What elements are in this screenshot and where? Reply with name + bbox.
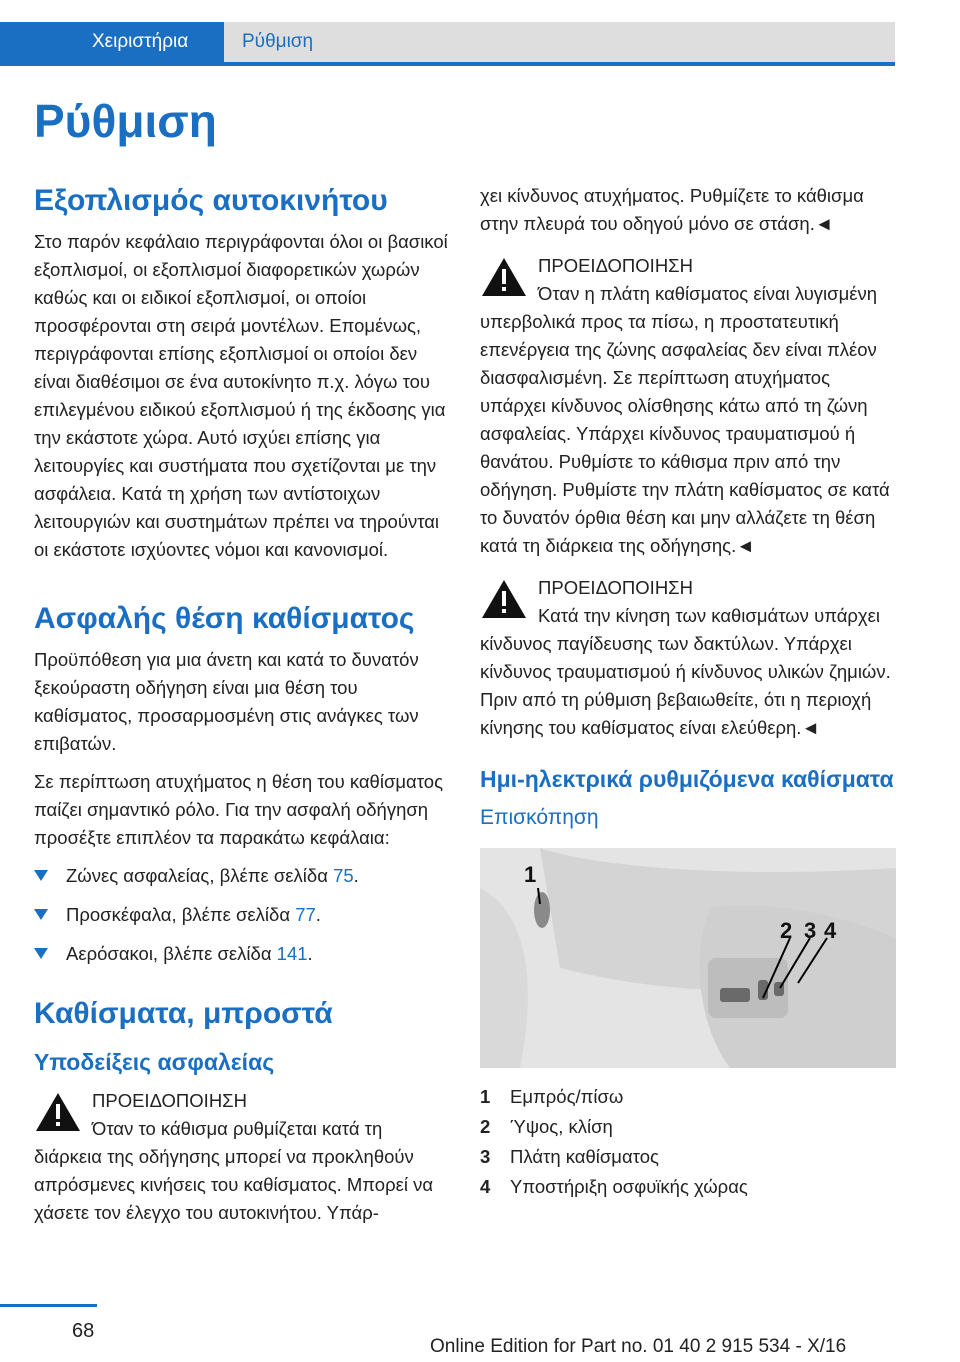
header-bar	[0, 22, 895, 62]
header-divider	[0, 62, 895, 66]
figure-label-4: 4	[824, 918, 837, 943]
warning-text: Όταν η πλάτη καθίσματος είναι λυγισμένη υπερβολικά προς τα πίσω, η προστατευτική επενέργεια της ζώνης ασφαλείας δεν είναι πλέον διασφαλισμένη. Σε περίπτωση ατυχήματος υπάρχει κίνδυνος ολίσθησης κάτω από τη ζώνη ασφαλείας. Υπάρχει κίνδυνος τραυματισμού ή θανάτου. Ρυθμίστε το κάθισμα πριν από την οδήγηση. Ρυθμίστε την πλάτη καθίσματος σε κατά το δυνατόν όρθια θέση και μην αλλάζετε τη θέση κατά τη διάρκεια της οδήγησης.◄	[480, 283, 890, 556]
seat-illustration	[480, 848, 896, 1068]
figure-legend	[480, 1082, 900, 1202]
list-item: 3 Πλάτη καθίσματος	[480, 1146, 659, 1167]
warning-triangle-icon	[480, 578, 528, 620]
warning-title: ΠΡΟΕΙΔΟΠΟΙΗΣΗ	[538, 577, 693, 598]
warning-block	[34, 1087, 454, 1227]
list-item: 4 Υποστήριξη οσφυϊκής χώρας	[480, 1176, 748, 1197]
warning-block	[480, 252, 900, 560]
list-item: 1 Εμπρός/πίσω	[480, 1086, 624, 1107]
figure-label-1: 1	[524, 862, 537, 887]
warning-triangle-icon	[34, 1091, 82, 1133]
subsection-semi-electric-seats: Ημι-ηλεκτρικά ρυθμιζόμενα καθίσματα	[480, 766, 894, 792]
warning-continuation: χει κίνδυνος ατυχήματος. Ρυθμίζετε το κάθισμα στην πλευρά του οδηγού μόνο σε στάση.◄	[480, 185, 864, 234]
subsection-safety-notes: Υποδείξεις ασφαλείας	[34, 1049, 275, 1075]
warning-triangle-icon	[480, 256, 528, 298]
list-item: Προσκέφαλα, βλέπε σελίδα 77.	[34, 901, 454, 940]
reference-list	[34, 862, 454, 979]
page-number: 68	[72, 1320, 95, 1342]
seat-position-text-2: Σε περίπτωση ατυχήματος η θέση του καθίσματος παίζει σημαντικό ρόλο. Για την ασφαλή οδήγηση προσέξτε επιπλέον τα παρακάτω κεφάλαια:	[34, 771, 443, 848]
edition-footer: Online Edition for Part no. 01 40 2 915 534 - X/16	[430, 1336, 847, 1357]
list-item: 2 Ύψος, κλίση	[480, 1116, 613, 1137]
section-title-seat-position: Ασφαλής θέση καθίσματος	[34, 602, 415, 635]
section-title-equipment: Εξοπλισμός αυτοκινήτου	[34, 184, 388, 217]
page-link[interactable]: 77	[295, 904, 316, 925]
warning-text: Κατά την κίνηση των καθισμάτων υπάρχει κίνδυνος παγίδευσης των δακτύλων. Υπάρχει κίνδυνος τραυματισμού ή κίνδυνος υλικών ζημιών. Πριν από τη ρύθμιση βεβαιωθείτε, ότι η περιοχή κίνησης του καθίσματος είναι ελεύθερη.◄	[480, 605, 891, 738]
warning-block	[480, 574, 900, 742]
page-link[interactable]: 141	[276, 943, 308, 964]
figure-label-3: 3	[804, 918, 817, 943]
section-title-front-seats: Καθίσματα, μπροστά	[34, 997, 333, 1030]
warning-text: Όταν το κάθισμα ρυθμίζεται κατά τη διάρκεια της οδήγησης μπορεί να προκληθούν απρόσμενες κινήσεις του καθίσματος. Μπορεί να χάσετε τον έλεγχο του αυτοκινήτου. Υπάρ-	[34, 1118, 434, 1223]
footer-divider	[0, 1304, 97, 1307]
triangle-bullet-icon	[34, 948, 48, 959]
subsection-overview: Επισκόπηση	[480, 806, 599, 829]
page-title: Ρύθμιση	[34, 95, 217, 147]
figure-label-2: 2	[780, 918, 793, 943]
warning-title: ΠΡΟΕΙΔΟΠΟΙΗΣΗ	[92, 1090, 247, 1111]
triangle-bullet-icon	[34, 870, 48, 881]
triangle-bullet-icon	[34, 909, 48, 920]
right-column	[480, 182, 900, 1202]
list-item: Αερόσακοι, βλέπε σελίδα 141.	[34, 940, 454, 979]
equipment-text: Στο παρόν κεφάλαιο περιγράφονται όλοι οι βασικοί εξοπλισμοί, οι εξοπλισμοί διαφορετικών χωρών καθώς και οι ειδικοί εξοπλισμοί, οι οποίοι προσφέρονται στη σειρά μοντέλων. Επομένως, περιγράφονται επίσης εξοπλισμοί οι οποίοι δεν είναι διαθέσιμοι σε ένα αυτοκίνητο π.χ. λόγω του επιλεγμένου ειδικού εξοπλισμού ή της έκδοσης για την εκάστοτε χώρα. Αυτό ισχύει επίσης για λειτουργίες και συστήματα που σχετίζονται με την ασφάλεια. Κατά τη χρήση των αντίστοιχων λειτουργιών και συστημάτων πρέπει να τηρούνται οι εκάστοτε ισχύοντες νόμοι και κανονισμοί.	[34, 231, 448, 560]
seat-controls-figure	[480, 848, 896, 1068]
warning-title: ΠΡΟΕΙΔΟΠΟΙΗΣΗ	[538, 255, 693, 276]
tab-controls[interactable]: Χειριστήρια	[0, 22, 224, 62]
tab-adjustment[interactable]: Ρύθμιση	[224, 22, 895, 62]
seat-position-text-1: Προϋπόθεση για μια άνετη και κατά το δυνατόν ξεκούραστη οδήγηση είναι μια θέση του καθίσματος, προσαρμοσμένη στις ανάγκες των επιβατών.	[34, 649, 419, 754]
page-link[interactable]: 75	[333, 865, 354, 886]
left-column	[34, 182, 454, 1241]
list-item: Ζώνες ασφαλείας, βλέπε σελίδα 75.	[34, 862, 454, 901]
